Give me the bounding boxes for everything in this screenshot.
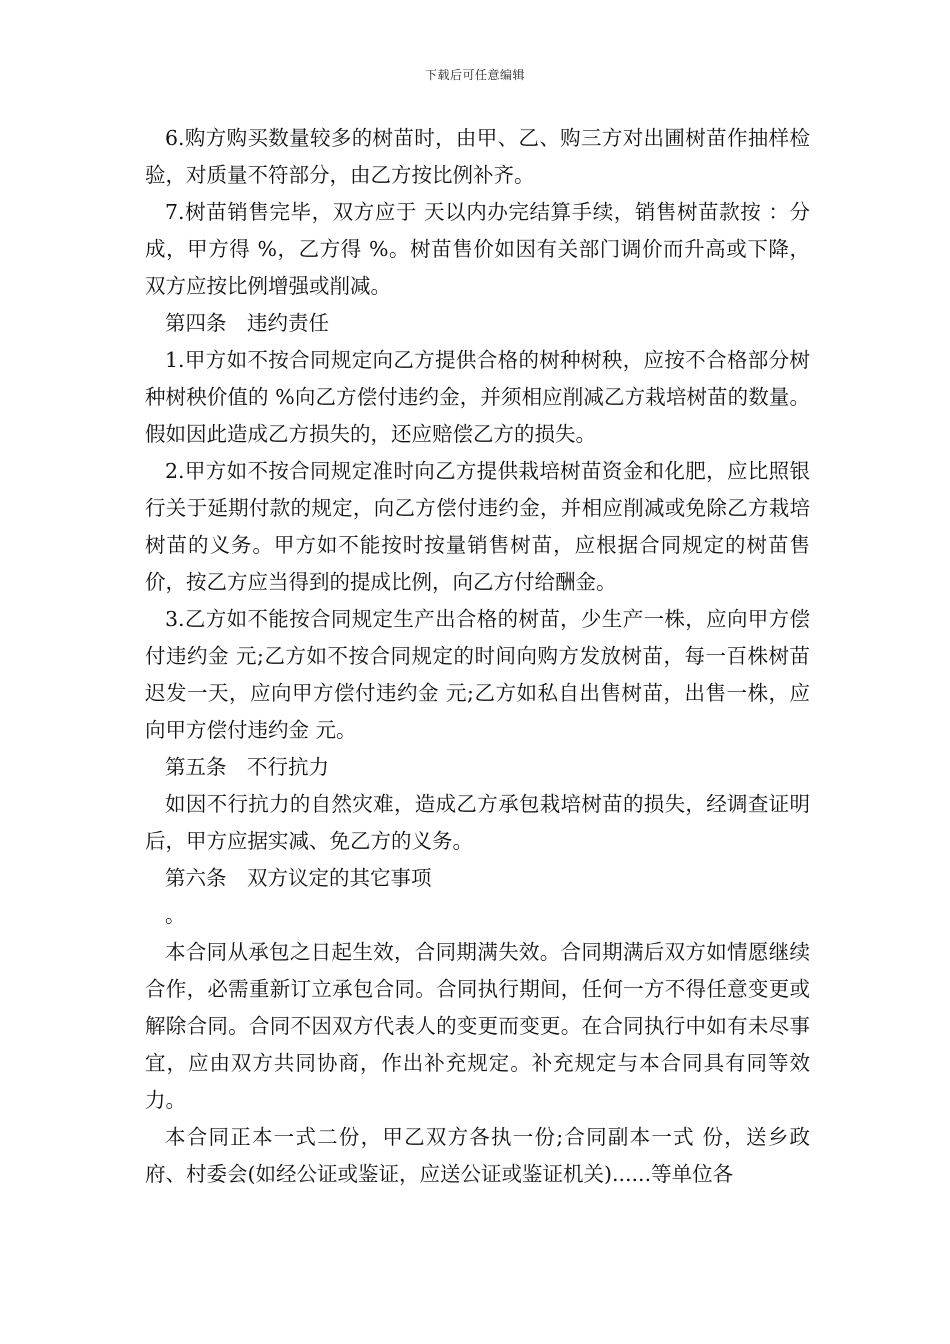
liability-item-2: 2.甲方如不按合同规定准时向乙方提供栽培树苗资金和化肥，应比照银行关于延期付款的规定，向乙方偿付违约金，并相应削减或免除乙方栽培树苗的义务。甲方如不能按时按量销售树苗，应根据合同规定的树苗售价，按乙方应当得到的提成比例，向乙方付给酬金。	[145, 459, 810, 594]
force-majeure-paragraph: 如因不行抗力的自然灾难，造成乙方承包栽培树苗的损失，经调查证明后，甲方应据实减、免乙方的义务。	[145, 792, 810, 853]
article-6-heading: 第六条 双方议定的其它事项	[165, 866, 432, 890]
liability-item-1: 1.甲方如不按合同规定向乙方提供合格的树种树秧，应按不合格部分树种树秧价值的 %向乙方偿付违约金，并须相应削减乙方栽培树苗的数量。假如因此造成乙方损失的，还应赔偿乙方的损失。	[145, 348, 810, 446]
validity-paragraph: 本合同从承包之日起生效，合同期满失效。合同期满后双方如情愿继续合作，必需重新订立承包合同。合同执行期间，任何一方不得任意变更或解除合同。合同不因双方代表人的变更而变更。在合同执行中如有未尽事宜，应由双方共同协商，作出补充规定。补充规定与本合同具有同等效力。	[145, 940, 810, 1112]
copies-paragraph: 本合同正本一式二份，甲乙双方各执一份;合同副本一式 份，送乡政府、村委会(如经公证或鉴证，应送公证或鉴证机关)......等单位各	[145, 1125, 810, 1186]
page-header: 下载后可任意编辑	[424, 68, 525, 82]
clause-item-7: 7.树苗销售完毕，双方应于 天以内办完结算手续，销售树苗款按 ：分成，甲方得 %，乙方得 %。树苗售价如因有关部门调价而升高或下降，双方应按比例增强或削减。	[145, 200, 810, 298]
liability-item-3: 3.乙方如不能按合同规定生产出合格的树苗，少生产一株，应向甲方偿付违约金 元;乙方如不按合同规定的时间向购方发放树苗，每一百株树苗迟发一天，应向甲方偿付违约金 元;乙方如私自出售树苗，出售一株，应向甲方偿付违约金 元。	[145, 607, 810, 742]
article-5-heading: 第五条 不行抗力	[165, 755, 329, 779]
document-body	[145, 120, 810, 1193]
other-matters-placeholder: 。	[165, 903, 186, 927]
article-4-heading: 第四条 违约责任	[165, 311, 329, 335]
clause-item-6: 6.购方购买数量较多的树苗时，由甲、乙、购三方对出圃树苗作抽样检验，对质量不符部分，由乙方按比例补齐。	[145, 126, 810, 187]
